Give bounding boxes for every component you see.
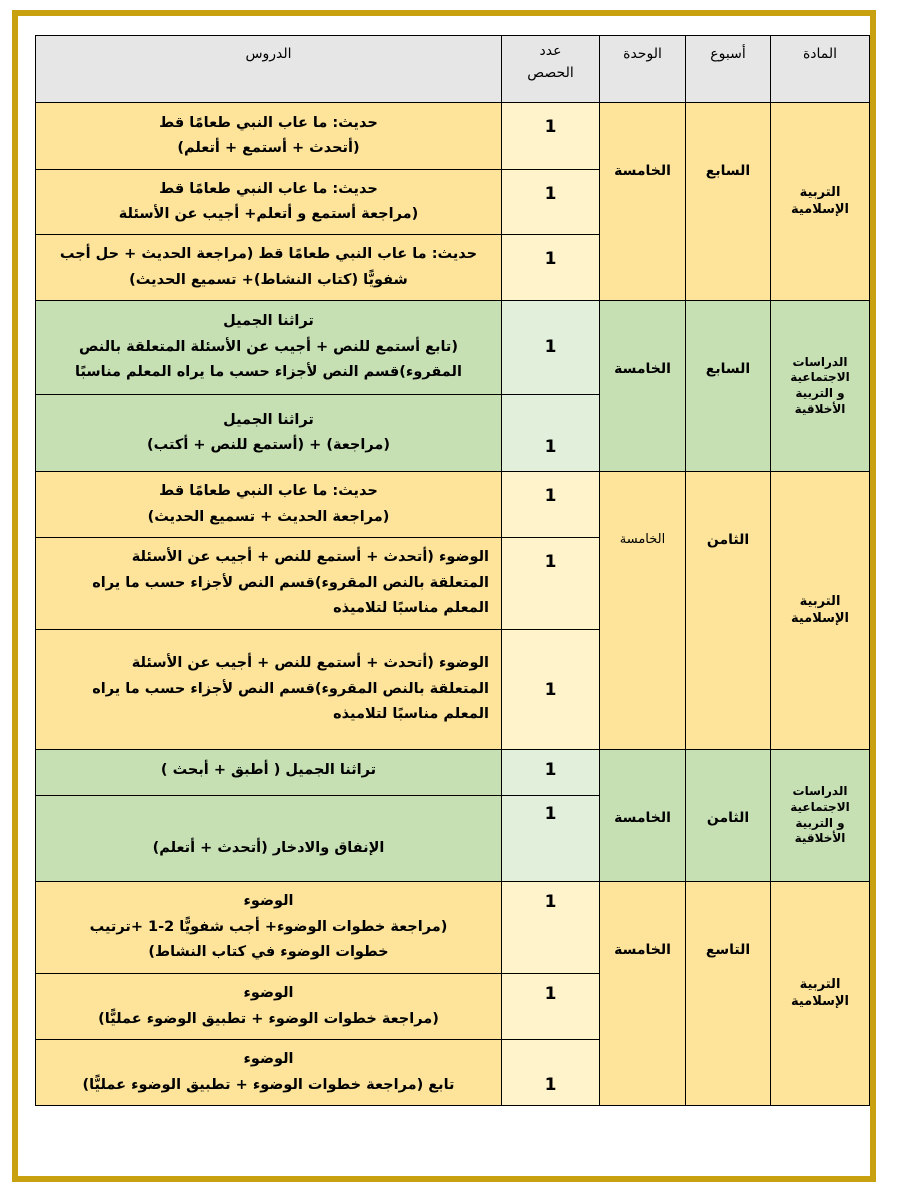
lesson-cell <box>36 472 502 538</box>
subject-line: الدراسات <box>792 784 848 799</box>
lesson-line: تراثنا الجميل <box>223 411 314 428</box>
lesson-line: الوضوء <box>243 985 294 1002</box>
table-row <box>36 472 870 538</box>
lesson-line: خطوات الوضوء في كتاب النشاط) <box>148 944 389 961</box>
lesson-cell <box>36 301 502 395</box>
subject-cell: التربية الإسلامية <box>771 882 870 1106</box>
lesson-line: حديث: ما عاب النبي طعامًا قط <box>159 114 378 131</box>
lesson-cell <box>36 170 502 235</box>
lesson-cell <box>36 974 502 1040</box>
lesson-line: (مراجعة أستمع و أتعلم+ أجيب عن الأسئلة <box>118 206 419 222</box>
lesson-line: (أتحدث + أستمع + أتعلم) <box>177 140 360 156</box>
unit-cell: الخامسة <box>600 750 686 882</box>
subject-line: الاجتماعية <box>790 799 850 814</box>
lesson-line: تراثنا الجميل <box>223 313 314 330</box>
week-cell: التاسع <box>686 882 771 1106</box>
week-cell: الثامن <box>686 472 771 750</box>
lesson-line: (مراجعة خطوات الوضوء + تطبيق الوضوء عمليًّا) <box>98 1010 439 1027</box>
unit-cell: الخامسة <box>600 301 686 472</box>
lesson-line: تراثنا الجميل ( أطبق + أبحث ) <box>160 762 377 778</box>
lesson-line: الوضوء <box>243 893 294 910</box>
count-cell: 1 <box>502 301 600 395</box>
lesson-cell <box>36 538 502 630</box>
header-lessons: الدروس <box>36 36 502 103</box>
week-cell: السابع <box>686 301 771 472</box>
count-cell: 1 <box>502 630 600 750</box>
lesson-cell <box>36 1040 502 1106</box>
count-cell: 1 <box>502 750 600 796</box>
lesson-line: حديث: ما عاب النبي طعامًا قط <box>159 483 378 500</box>
subject-line: الأخلاقية <box>794 831 846 846</box>
table-row <box>36 103 870 170</box>
header-count <box>502 36 600 103</box>
lesson-line: الوضوء (أتحدث + أستمع للنص + أجيب عن الأسئلة <box>131 549 489 566</box>
subject-cell: التربية الإسلامية <box>771 472 870 750</box>
lesson-line: شفويًّا (كتاب النشاط)+ تسميع الحديث) <box>129 271 408 288</box>
lesson-cell <box>36 796 502 882</box>
subject-cell <box>771 750 870 882</box>
lesson-line: حديث: ما عاب النبي طعامًا قط <box>159 180 378 197</box>
lesson-cell <box>36 630 502 750</box>
header-subject: المادة <box>771 36 870 103</box>
subject-cell: التربية الإسلامية <box>771 103 870 301</box>
unit-cell: الخامسة <box>600 882 686 1106</box>
lesson-line: المتعلقة بالنص المقروء)قسم النص لأجزاء حسب ما يراه <box>92 574 489 591</box>
lesson-cell <box>36 395 502 472</box>
table-row <box>36 750 870 796</box>
subject-cell <box>771 301 870 472</box>
count-cell: 1 <box>502 395 600 472</box>
table-row <box>36 882 870 974</box>
lesson-line: المتعلقة بالنص المقروء)قسم النص لأجزاء حسب ما يراه <box>92 680 489 697</box>
subject-line: و التربية <box>795 815 845 830</box>
header-week: أسبوع <box>686 36 771 103</box>
count-cell: 1 <box>502 472 600 538</box>
count-cell: 1 <box>502 103 600 170</box>
lesson-cell <box>36 103 502 170</box>
subject-line: الدراسات <box>792 354 848 369</box>
lesson-cell <box>36 882 502 974</box>
count-cell: 1 <box>502 538 600 630</box>
lesson-plan-table <box>35 35 870 1106</box>
lesson-line: المقروء)قسم النص لأجزاء حسب ما يراه المعلم مناسبًا <box>75 364 462 381</box>
lesson-cell <box>36 235 502 301</box>
lesson-line: المعلم مناسبًا لتلاميذه <box>333 600 489 617</box>
lesson-line: الوضوء (أتحدث + أستمع للنص + أجيب عن الأسئلة <box>131 655 489 672</box>
lesson-line: المعلم مناسبًا لتلاميذه <box>333 706 489 723</box>
unit-cell: الخامسة <box>600 103 686 301</box>
lesson-line: (مراجعة الحديث + تسميع الحديث) <box>147 508 390 525</box>
lesson-line: الإنفاق والادخار (أتحدث + أتعلم) <box>152 839 385 856</box>
lesson-line: حديث: ما عاب النبي طعامًا قط (مراجعة الحديث + حل أجب <box>59 246 478 263</box>
header-unit: الوحدة <box>600 36 686 103</box>
unit-cell: الخامسة <box>600 472 686 750</box>
header-count-line2: الحصص <box>527 65 574 82</box>
count-cell: 1 <box>502 235 600 301</box>
subject-line: الأخلاقية <box>794 401 846 416</box>
header-row <box>36 36 870 103</box>
lesson-line: تابع (مراجعة خطوات الوضوء + تطبيق الوضوء عمليًّا) <box>82 1076 455 1093</box>
lesson-line: (تابع أستمع للنص + أجيب عن الأسئلة المتعلقة بالنص <box>79 338 458 355</box>
header-count-line1: عدد <box>539 43 562 59</box>
lesson-line: (مراجعة) + (أستمع للنص + أكتب) <box>147 437 390 453</box>
lesson-cell <box>36 750 502 796</box>
table-row <box>36 301 870 395</box>
count-cell: 1 <box>502 796 600 882</box>
week-cell: السابع <box>686 103 771 301</box>
count-cell: 1 <box>502 974 600 1040</box>
subject-line: و التربية <box>795 386 845 400</box>
subject-line: الاجتماعية <box>790 370 850 385</box>
count-cell: 1 <box>502 882 600 974</box>
lesson-line: الوضوء <box>243 1051 294 1068</box>
lesson-line: (مراجعة خطوات الوضوء+ أجب شفويًّا 2-1 +ترتيب <box>89 918 448 935</box>
week-cell: الثامن <box>686 750 771 882</box>
count-cell: 1 <box>502 1040 600 1106</box>
count-cell: 1 <box>502 170 600 235</box>
